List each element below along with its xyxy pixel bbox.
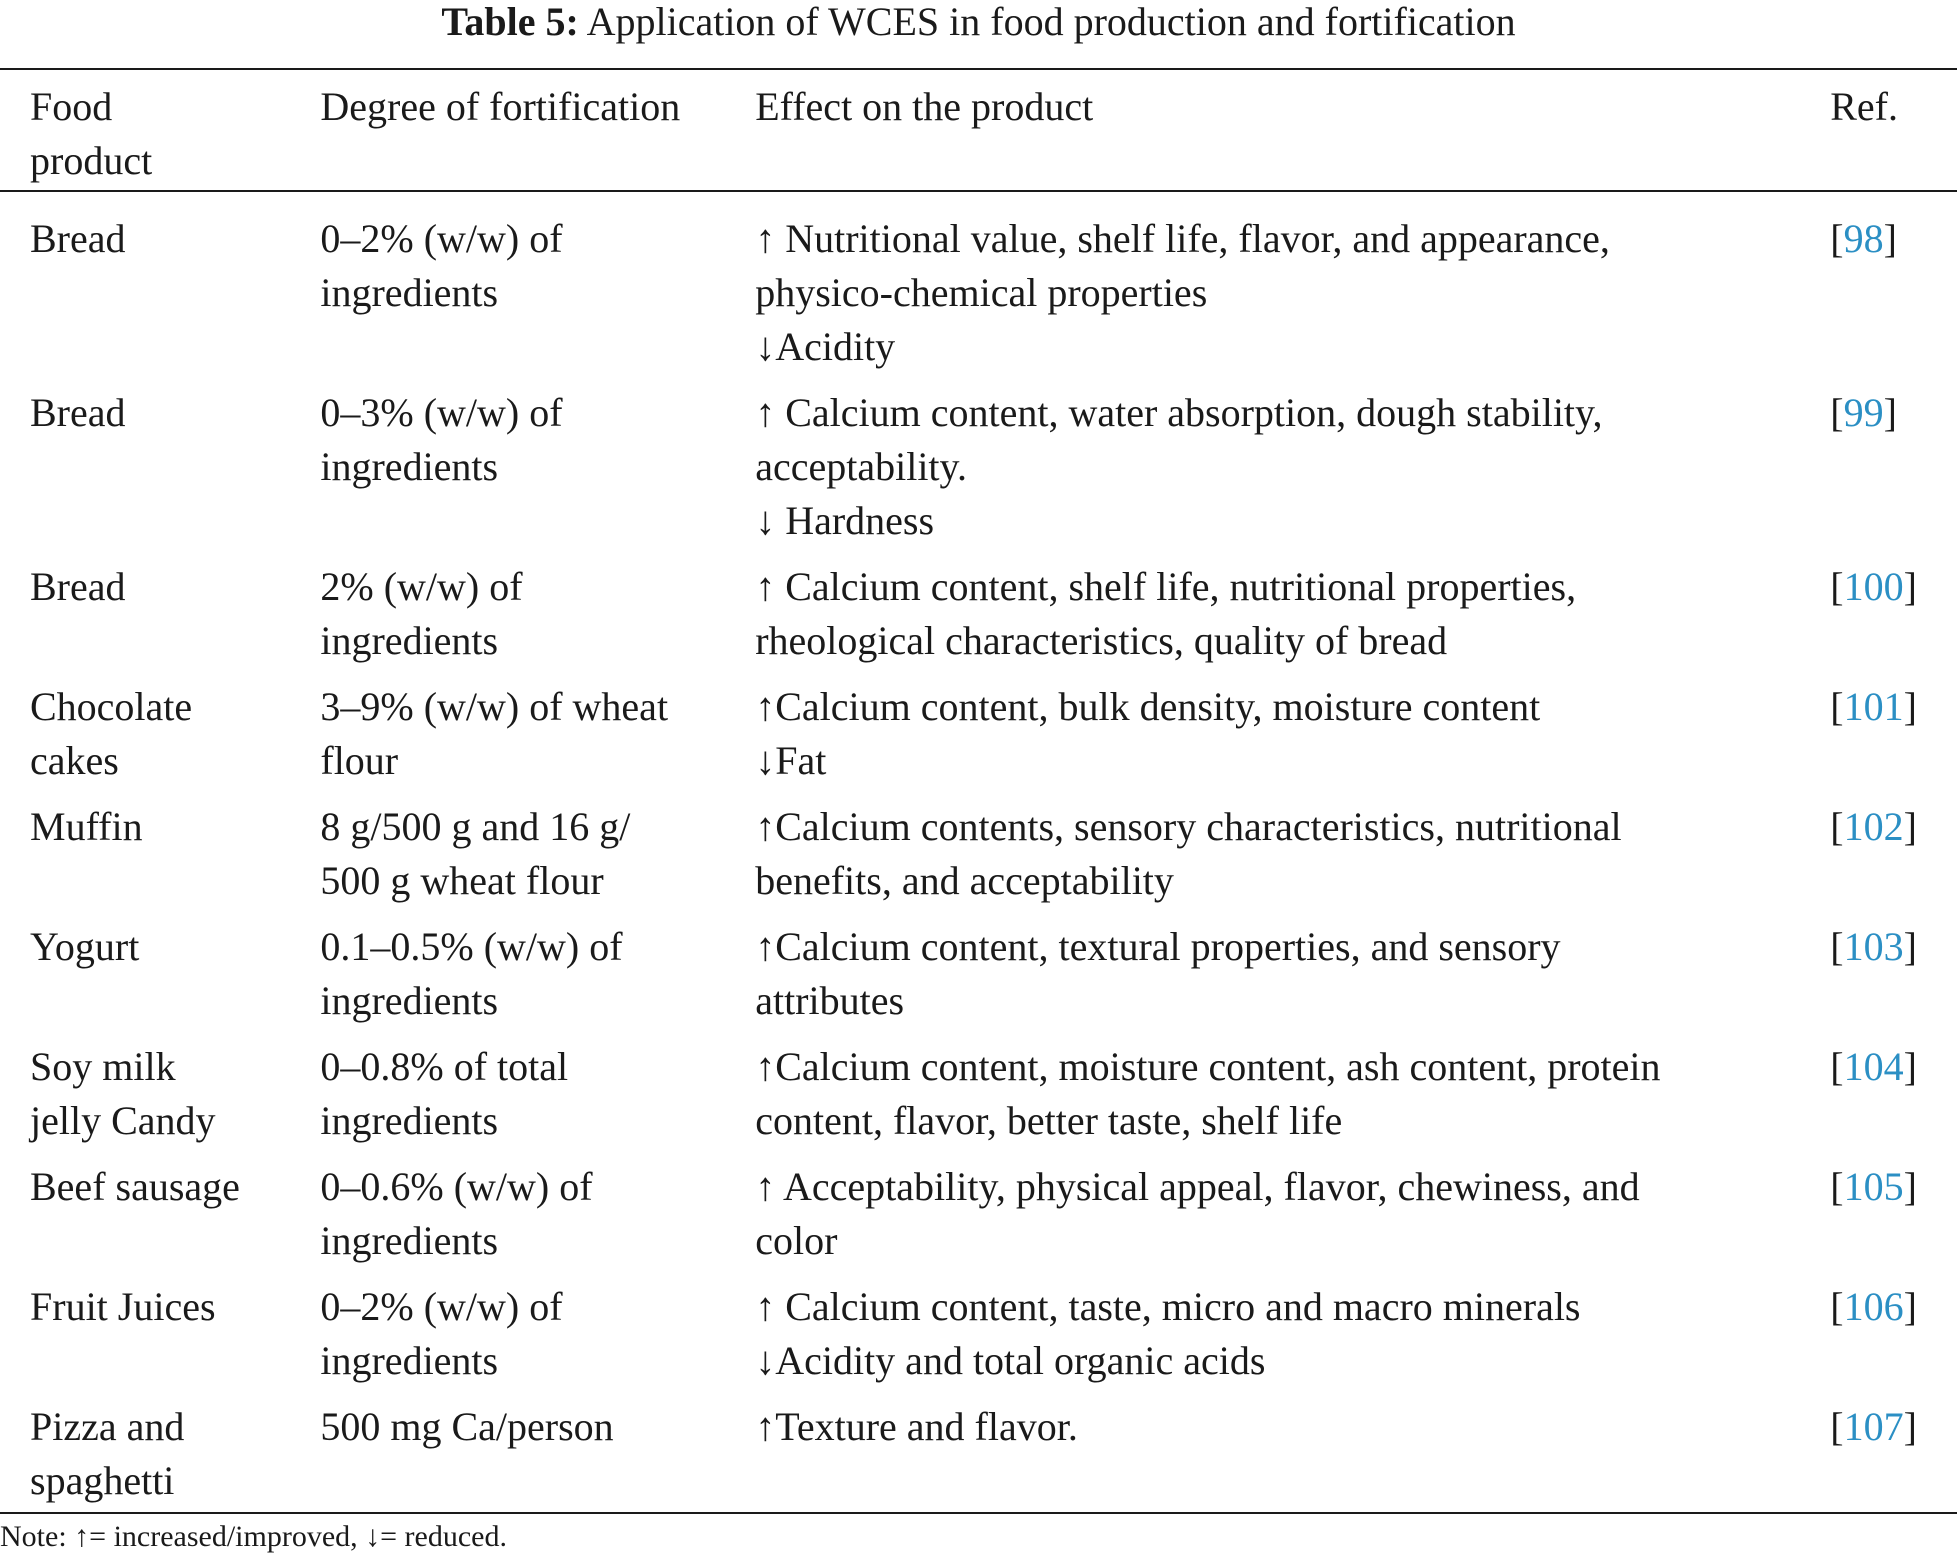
ref-bracket-open: [ bbox=[1830, 564, 1844, 609]
cell-effect-line: ↑ Nutritional value, shelf life, flavor, and appearance, bbox=[755, 216, 1610, 261]
cell-degree bbox=[320, 1280, 755, 1400]
table-row bbox=[0, 800, 1957, 920]
cell-ref bbox=[1830, 200, 1957, 386]
cell-food-product-line: Chocolate bbox=[30, 684, 193, 729]
ref-link[interactable]: 100 bbox=[1843, 564, 1904, 609]
cell-food-product bbox=[0, 1160, 320, 1280]
header-food-line1: Food bbox=[30, 84, 113, 129]
cell-degree-line: 0–2% (w/w) of bbox=[320, 216, 563, 261]
cell-ref bbox=[1830, 1040, 1957, 1160]
cell-effect-line: ↑ Acceptability, physical appeal, flavor, chewiness, and bbox=[755, 1164, 1640, 1209]
cell-effect bbox=[755, 800, 1830, 920]
cell-ref bbox=[1830, 800, 1957, 920]
cell-ref bbox=[1830, 680, 1957, 800]
cell-food-product bbox=[0, 200, 320, 386]
cell-degree-line: 3–9% (w/w) of wheat bbox=[320, 684, 669, 729]
table-row bbox=[0, 1280, 1957, 1400]
ref-bracket-open: [ bbox=[1830, 1164, 1844, 1209]
cell-degree bbox=[320, 1160, 755, 1280]
ref-bracket-open: [ bbox=[1830, 1404, 1844, 1449]
ref-bracket-open: [ bbox=[1830, 216, 1844, 261]
cell-effect-line: ↑Calcium content, textural properties, and sensory bbox=[755, 924, 1561, 969]
cell-effect-line: acceptability. bbox=[755, 444, 967, 489]
header-effect: Effect on the product bbox=[755, 84, 1094, 129]
cell-food-product-line: Fruit Juices bbox=[30, 1284, 216, 1329]
ref-bracket-open: [ bbox=[1830, 684, 1844, 729]
cell-food-product bbox=[0, 1280, 320, 1400]
ref-bracket-open: [ bbox=[1830, 1284, 1844, 1329]
ref-link[interactable]: 98 bbox=[1843, 216, 1884, 261]
cell-food-product-line: Beef sausage bbox=[30, 1164, 240, 1209]
ref-bracket-open: [ bbox=[1830, 924, 1844, 969]
cell-effect-line: ↑Calcium content, bulk density, moisture content bbox=[755, 684, 1541, 729]
ref-bracket-close: ] bbox=[1903, 1164, 1917, 1209]
cell-degree-line: ingredients bbox=[320, 978, 499, 1023]
cell-degree bbox=[320, 560, 755, 680]
cell-effect bbox=[755, 1400, 1830, 1520]
ref-link[interactable]: 102 bbox=[1843, 804, 1904, 849]
ref-bracket-close: ] bbox=[1883, 216, 1897, 261]
table-row bbox=[0, 200, 1957, 386]
cell-degree-line: ingredients bbox=[320, 444, 499, 489]
header-degree: Degree of fortification bbox=[320, 84, 681, 129]
cell-degree bbox=[320, 1400, 755, 1520]
cell-degree bbox=[320, 680, 755, 800]
ref-link[interactable]: 107 bbox=[1843, 1404, 1904, 1449]
cell-effect-line: color bbox=[755, 1218, 838, 1263]
cell-ref bbox=[1830, 1400, 1957, 1520]
table-row bbox=[0, 1040, 1957, 1160]
cell-effect bbox=[755, 1040, 1830, 1160]
cell-effect bbox=[755, 560, 1830, 680]
cell-food-product-line: Bread bbox=[30, 216, 126, 261]
cell-effect-line: ↓Acidity and total organic acids bbox=[755, 1338, 1266, 1383]
cell-food-product bbox=[0, 920, 320, 1040]
ref-link[interactable]: 101 bbox=[1843, 684, 1904, 729]
ref-link[interactable]: 99 bbox=[1843, 390, 1884, 435]
cell-ref bbox=[1830, 1160, 1957, 1280]
cell-degree bbox=[320, 920, 755, 1040]
cell-food-product-line: Muffin bbox=[30, 804, 143, 849]
cell-effect bbox=[755, 680, 1830, 800]
cell-degree bbox=[320, 386, 755, 560]
cell-degree-line: flour bbox=[320, 738, 399, 783]
cell-effect-line: ↑Calcium contents, sensory characteristics, nutritional bbox=[755, 804, 1622, 849]
cell-degree-line: ingredients bbox=[320, 1098, 499, 1143]
cell-effect-line: ↓ Hardness bbox=[755, 498, 935, 543]
cell-ref bbox=[1830, 920, 1957, 1040]
cell-food-product bbox=[0, 680, 320, 800]
cell-degree-line: 0–2% (w/w) of bbox=[320, 1284, 563, 1329]
cell-food-product-line: Soy milk bbox=[30, 1044, 176, 1089]
cell-degree-line: 0–0.8% of total bbox=[320, 1044, 569, 1089]
ref-bracket-open: [ bbox=[1830, 1044, 1844, 1089]
ref-bracket-close: ] bbox=[1903, 1044, 1917, 1089]
cell-degree-line: 0.1–0.5% (w/w) of bbox=[320, 924, 623, 969]
ref-bracket-close: ] bbox=[1903, 564, 1917, 609]
cell-degree-line: 2% (w/w) of bbox=[320, 564, 523, 609]
cell-food-product-line: cakes bbox=[30, 738, 119, 783]
ref-link[interactable]: 104 bbox=[1843, 1044, 1904, 1089]
table-body bbox=[0, 200, 1957, 1520]
ref-bracket-open: [ bbox=[1830, 390, 1844, 435]
cell-effect bbox=[755, 386, 1830, 560]
header-row bbox=[0, 80, 1957, 200]
table-caption-title: Application of WCES in food production and fortification bbox=[586, 0, 1516, 44]
ref-bracket-close: ] bbox=[1903, 804, 1917, 849]
cell-degree bbox=[320, 1040, 755, 1160]
cell-food-product-line: Pizza and bbox=[30, 1404, 185, 1449]
table-caption-label: Table 5: bbox=[441, 0, 579, 44]
ref-bracket-close: ] bbox=[1883, 390, 1897, 435]
top-rule bbox=[0, 68, 1957, 70]
cell-food-product-line: Yogurt bbox=[30, 924, 140, 969]
cell-effect-line: physico-chemical properties bbox=[755, 270, 1208, 315]
table-row bbox=[0, 680, 1957, 800]
table-header bbox=[0, 80, 1957, 200]
cell-effect bbox=[755, 1280, 1830, 1400]
header-ref: Ref. bbox=[1830, 84, 1899, 129]
cell-effect-line: ↑ Calcium content, taste, micro and macro minerals bbox=[755, 1284, 1581, 1329]
cell-degree bbox=[320, 200, 755, 386]
cell-degree-line: ingredients bbox=[320, 618, 499, 663]
cell-effect-line: attributes bbox=[755, 978, 905, 1023]
cell-effect-line: benefits, and acceptability bbox=[755, 858, 1174, 903]
cell-ref bbox=[1830, 386, 1957, 560]
cell-effect-line: ↓Fat bbox=[755, 738, 827, 783]
cell-degree-line: ingredients bbox=[320, 1218, 499, 1263]
table-row bbox=[0, 560, 1957, 680]
ref-bracket-close: ] bbox=[1903, 684, 1917, 729]
table-note: Note: ↑= increased/improved, ↓= reduced. bbox=[0, 1520, 507, 1553]
header-food-product bbox=[0, 80, 320, 200]
cell-effect bbox=[755, 200, 1830, 386]
table-row bbox=[0, 1400, 1957, 1520]
cell-degree-line: ingredients bbox=[320, 1338, 499, 1383]
cell-ref bbox=[1830, 560, 1957, 680]
cell-degree-line: ingredients bbox=[320, 270, 499, 315]
cell-effect-line: ↑ Calcium content, water absorption, dough stability, bbox=[755, 390, 1603, 435]
table-row bbox=[0, 920, 1957, 1040]
cell-food-product bbox=[0, 386, 320, 560]
cell-food-product-line: Bread bbox=[30, 390, 126, 435]
ref-bracket-close: ] bbox=[1903, 1404, 1917, 1449]
cell-effect-line: ↓Acidity bbox=[755, 324, 896, 369]
cell-food-product-line: jelly Candy bbox=[30, 1098, 216, 1143]
cell-ref bbox=[1830, 1280, 1957, 1400]
cell-effect-line: ↑ Calcium content, shelf life, nutritional properties, bbox=[755, 564, 1577, 609]
cell-food-product bbox=[0, 1400, 320, 1520]
ref-link[interactable]: 105 bbox=[1843, 1164, 1904, 1209]
cell-effect bbox=[755, 920, 1830, 1040]
cell-degree-line: 0–0.6% (w/w) of bbox=[320, 1164, 593, 1209]
table-row bbox=[0, 386, 1957, 560]
cell-food-product-line: spaghetti bbox=[30, 1458, 175, 1503]
cell-degree-line: 500 g wheat flour bbox=[320, 858, 604, 903]
cell-food-product bbox=[0, 800, 320, 920]
ref-link[interactable]: 103 bbox=[1843, 924, 1904, 969]
header-food-line2: product bbox=[30, 138, 153, 183]
ref-link[interactable]: 106 bbox=[1843, 1284, 1904, 1329]
cell-degree-line: 0–3% (w/w) of bbox=[320, 390, 563, 435]
cell-degree-line: 500 mg Ca/person bbox=[320, 1404, 614, 1449]
fortification-table bbox=[0, 80, 1957, 1520]
cell-food-product-line: Bread bbox=[30, 564, 126, 609]
ref-bracket-close: ] bbox=[1903, 1284, 1917, 1329]
cell-effect-line: content, flavor, better taste, shelf life bbox=[755, 1098, 1343, 1143]
cell-effect bbox=[755, 1160, 1830, 1280]
cell-degree-line: 8 g/500 g and 16 g/ bbox=[320, 804, 631, 849]
ref-bracket-close: ] bbox=[1903, 924, 1917, 969]
table-caption bbox=[0, 0, 1957, 44]
ref-bracket-open: [ bbox=[1830, 804, 1844, 849]
cell-degree bbox=[320, 800, 755, 920]
cell-effect-line: ↑Texture and flavor. bbox=[755, 1404, 1078, 1449]
cell-effect-line: ↑Calcium content, moisture content, ash content, protein bbox=[755, 1044, 1661, 1089]
cell-effect-line: rheological characteristics, quality of bread bbox=[755, 618, 1448, 663]
cell-food-product bbox=[0, 560, 320, 680]
cell-food-product bbox=[0, 1040, 320, 1160]
table-row bbox=[0, 1160, 1957, 1280]
